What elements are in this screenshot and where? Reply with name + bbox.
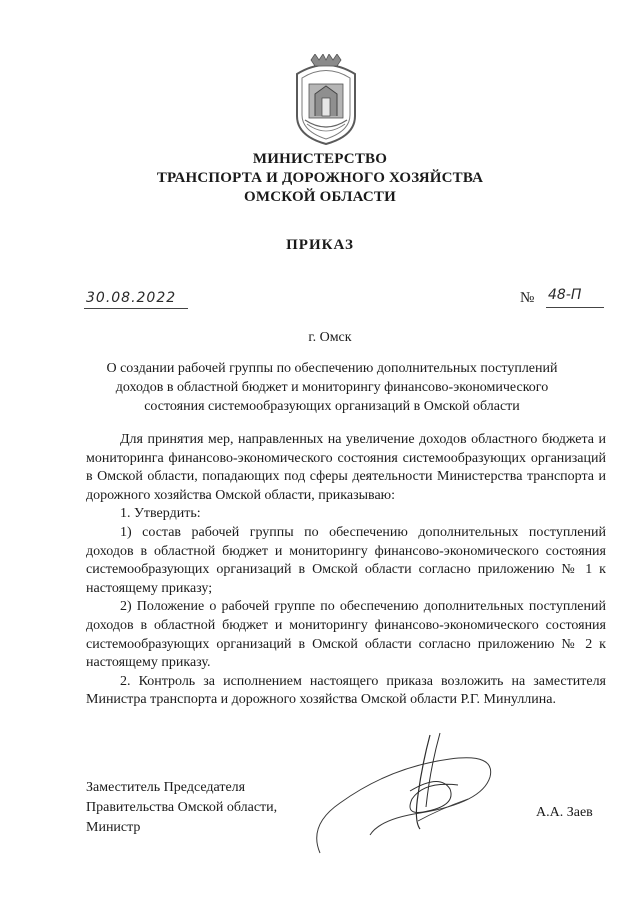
subject-line-2: доходов в областной бюджет и мониторингу финансово-экономического	[115, 380, 549, 395]
city: г. Омск	[308, 330, 352, 345]
subject-line-1: О создании рабочей группы по обеспечению дополнительных поступлений	[106, 361, 558, 376]
body-paragraph-intro: Для принятия мер, направленных на увеличение доходов областного бюджета и мониторинга финансово-экономического состояния системообразующих организаций в Омской области, попадающих под сферы деятельности Министерства транспорта и дорожного хозяйства Омской области, приказываю:	[86, 432, 606, 503]
handwritten-signature	[300, 725, 510, 865]
body-paragraph-item-2: 2. Контроль за исполнением настоящего приказа возложить на заместителя Министра транспорта и дорожного хозяйства Омской области Р.Г. Минуллина.	[86, 673, 606, 708]
ministry-name	[0, 150, 640, 207]
order-body	[86, 431, 606, 710]
signatory-title-line-1: Заместитель Председателя	[86, 780, 246, 795]
ministry-line-1: МИНИСТЕРСТВО	[252, 151, 388, 167]
signatory-name: А.А. Заев	[536, 805, 593, 820]
ministry-line-2: ТРАНСПОРТА И ДОРОЖНОГО ХОЗЯЙСТВА	[156, 170, 484, 186]
coat-of-arms-icon	[289, 54, 363, 146]
body-paragraph-item-1-2: 2) Положение о рабочей группе по обеспечению дополнительных поступлений доходов в областной бюджет и мониторингу финансово-экономического состояния системообразующих организаций в Омской области согласно приложению № 2 к настоящему приказу.	[86, 599, 606, 671]
number-underline	[546, 307, 604, 308]
date-underline	[84, 308, 188, 309]
signatory-title	[86, 778, 326, 838]
body-paragraph-item-1-1: 1) состав рабочей группы по обеспечению дополнительных поступлений доходов в областной бюджет и мониторингу финансово-экономического состояния системообразующих организаций в Омской области согласно приложению № 1 к настоящему приказу;	[86, 524, 606, 596]
subject-line-3: состояния системообразующих организаций в Омской области	[144, 399, 520, 414]
document-type: ПРИКАЗ	[286, 237, 354, 253]
ministry-line-3: ОМСКОЙ ОБЛАСТИ	[243, 189, 397, 205]
body-paragraph-item-1: 1. Утвердить:	[120, 506, 201, 522]
order-number: 48-П	[548, 287, 582, 303]
order-date: 30.08.2022	[86, 290, 177, 306]
order-subject	[88, 359, 576, 416]
signatory-title-line-3: Министр	[86, 820, 141, 835]
order-number-block	[520, 287, 600, 311]
signatory-title-line-2: Правительства Омской области,	[86, 800, 278, 815]
number-sign: №	[520, 290, 535, 306]
